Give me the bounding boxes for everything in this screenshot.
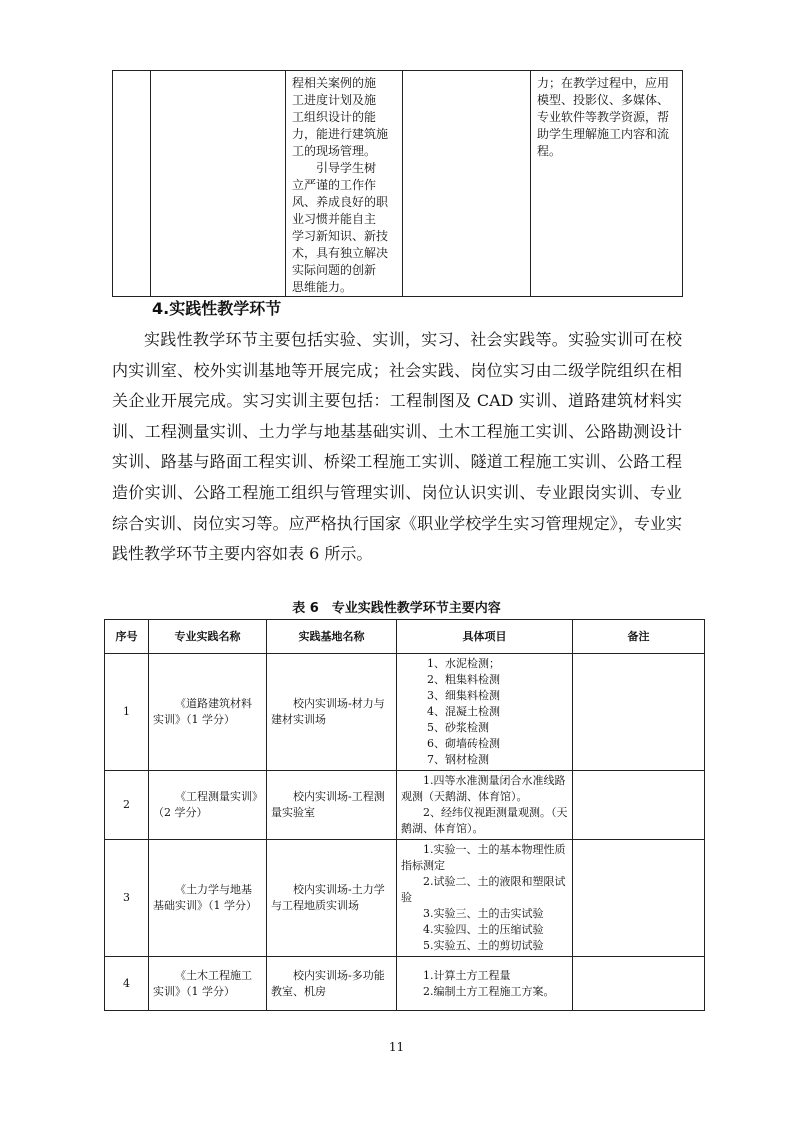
objective-line: 业习惯并能自主 [292, 212, 377, 226]
item-line: 3、细集料检测 [427, 689, 500, 702]
row-base-name: 校内实训场-土力学与工程地质实训场 [267, 840, 397, 957]
continued-cell-1 [113, 71, 151, 297]
objective-line: 术，具有独立解决 [292, 246, 389, 260]
table-row [105, 957, 705, 1011]
row-practice-name: 《工程测量实训》（2 学分） [149, 771, 267, 840]
row-index: 2 [105, 771, 149, 840]
header-items: 具体项目 [397, 620, 573, 654]
row-index: 1 [105, 654, 149, 771]
item-line: 1.计算土方工程量 [423, 968, 511, 982]
row-remark [573, 771, 705, 840]
header-base-name: 实践基地名称 [267, 620, 397, 654]
page-number: 11 [388, 1040, 405, 1054]
row-remark [573, 957, 705, 1011]
continued-cell-4 [403, 71, 531, 297]
teaching-line: 专业软件等教学资源，帮 [537, 110, 670, 124]
teaching-line: 程。 [537, 144, 562, 158]
objective-line: 风、养成良好的职 [292, 195, 389, 209]
teaching-line: 模型、投影仪、多媒体、 [537, 93, 670, 107]
header-practice-name: 专业实践名称 [149, 620, 267, 654]
continued-cell-objectives [286, 71, 403, 297]
item-line: 5.实验五、土的剪切试验 [423, 939, 544, 952]
item-line: 2.试验二、土的液限和塑限试验 [401, 875, 566, 904]
continued-cell-2 [151, 71, 286, 297]
table-header-row [105, 620, 705, 654]
body-paragraph: 实践性教学环节主要包括实验、实训，实习、社会实践等。实验实训可在校内实训室、校外实训基地等开展完成；社会实践、岗位实习由二级学院组织在相关企业开展完成。实习实训主要包括：工程制图及 CAD 实训、道路建筑材料实训、工程测量实训、土力学与地基基础实训、土木工程施工实训、公路勘测设计实训、路基与路面工程实训、桥梁工程施工实训、隧道工程施工实训、公路工程造价实训、公路工程施工组织与管理实训、岗位认识实训、专业跟岗实训、专业综合实训、岗位实习等。应严格执行国家《职业学校学生实习管理规定》，专业实践性教学环节主要内容如表 6 所示。 [112, 330, 682, 564]
item-line: 1、水泥检测； [427, 657, 500, 670]
table-row [105, 840, 705, 957]
row-practice-name: 《道路建筑材料实训》（1 学分） [149, 654, 267, 771]
item-line: 1.四等水准测量闭合水准线路观测（天鹅湖、体育馆）。 [401, 774, 566, 803]
objective-line: 工进度计划及施 [292, 93, 377, 107]
teaching-line: 助学生理解施工内容和流 [537, 127, 670, 141]
header-remark: 备注 [573, 620, 705, 654]
item-line: 2、经纬仪视距测量观测。（天鹅湖、体育馆）。 [401, 806, 568, 835]
item-line: 4、混凝土检测 [427, 705, 500, 718]
header-index: 序号 [105, 620, 149, 654]
teaching-line: 力；在教学过程中，应用 [537, 76, 670, 90]
item-line: 3.实验三、土的击实试验 [423, 907, 544, 920]
continued-cell-teaching [531, 71, 683, 297]
item-line: 6、砌墙砖检测 [427, 737, 500, 750]
row-base-name: 校内实训场-工程测量实验室 [267, 771, 397, 840]
table-caption: 表 6 专业实践性教学环节主要内容 [292, 601, 501, 616]
table-row [105, 654, 705, 771]
item-line: 5、砂浆检测 [427, 721, 489, 734]
objective-line: 程相关案例的施 [292, 76, 377, 90]
row-remark [573, 840, 705, 957]
row-items [397, 840, 573, 957]
objective-line: 力，能进行建筑施 [292, 127, 389, 141]
objective-line: 学习新知识、新技 [292, 229, 389, 243]
item-line: 7、钢材检测 [427, 753, 489, 766]
row-remark [573, 654, 705, 771]
row-index: 3 [105, 840, 149, 957]
item-line: 4.实验四、土的压缩试验 [423, 923, 544, 936]
row-base-name: 校内实训场-材力与建材实训场 [267, 654, 397, 771]
objective-line: 立严谨的工作作 [292, 178, 377, 192]
section-heading: 4.实践性教学环节 [152, 299, 282, 318]
row-items [397, 771, 573, 840]
row-items [397, 654, 573, 771]
item-line: 2.编制土方工程施工方案。 [423, 984, 555, 998]
objective-line: 工组织设计的能 [292, 110, 377, 124]
item-line: 1.实验一、土的基本物理性质指标测定 [401, 843, 566, 872]
row-practice-name: 《土木工程施工实训》（1 学分） [149, 957, 267, 1011]
row-base-name: 校内实训场-多功能教室、机房 [267, 957, 397, 1011]
row-index: 4 [105, 957, 149, 1011]
objective-line: 工的现场管理。 [292, 144, 377, 158]
continued-table [112, 70, 683, 297]
practice-table [104, 619, 705, 1011]
objective-line: 实际问题的创新 [292, 263, 377, 277]
row-practice-name: 《土力学与地基基础实训》（1 学分） [149, 840, 267, 957]
row-items [397, 957, 573, 1011]
table-row [105, 771, 705, 840]
objective-line: 引导学生树 [316, 161, 377, 175]
objective-line: 思维能力。 [292, 280, 353, 294]
item-line: 2、粗集料检测 [427, 673, 500, 686]
